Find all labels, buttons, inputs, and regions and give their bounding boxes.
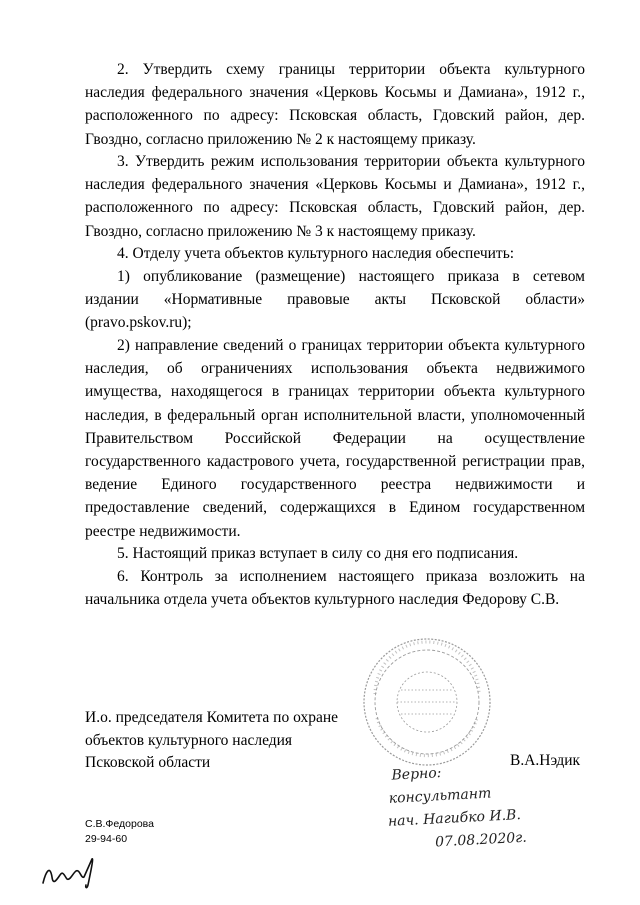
paragraph-subitem-2: 2) направление сведений о границах территории объекта культурного наследия, об ограничениях использования объекта недвижимого имущества, находящегося в границах территории объекта культурного наследия, в федеральный орган исполнительной власти, уполномоченный Правительством Российской Федерации на осуществление государственного кадастрового учета, государственной регистрации прав, ведение Единого государственного реестра недвижимости и предоставление сведений, содержащихся в Едином государственном реестре недвижимости. (85, 337, 585, 540)
executor-name: С.В.Федорова (85, 818, 154, 830)
round-seal-stamp-icon (357, 632, 497, 772)
paragraph-item-5: 5. Настоящий приказ вступает в силу со дня его подписания. (117, 545, 519, 562)
signatory-name: В.А.Нэдик (510, 752, 581, 769)
signatory-title-line: И.о. председателя Комитета по охране (85, 709, 339, 726)
paragraph-item-2: 2. Утвердить схему границы территории объекта культурного наследия федерального значения «Церковь Косьмы и Дамиана», 1912 г., расположенного по адресу: Псковская область, Гдовский район, дер. Гвоздно, согласно приложению № 2 к настоящему приказу. (85, 61, 585, 148)
handwritten-certification-note (385, 758, 527, 857)
executor-phone: 29-94-60 (85, 833, 128, 845)
handwritten-line: 07.08.2020г. (434, 829, 528, 851)
paragraph-item-3: 3. Утвердить режим использования территории объекта культурного наследия федерального значения «Церковь Косьмы и Дамиана», 1912 г., расположенного по адресу: Псковская область, Гдовский район, дер. Гвоздно, согласно приложению № 3 к настоящему приказу. (85, 153, 585, 240)
initials-signature-icon (40, 855, 100, 893)
handwritten-line: консультант (388, 785, 492, 807)
paragraph-item-4: 4. Отделу учета объектов культурного наследия обеспечить: (117, 245, 515, 262)
handwritten-line: нач. Нагибко И.В. (387, 806, 522, 830)
paragraph-subitem-1: 1) опубликование (размещение) настоящего приказа в сетевом издании «Нормативные правовые акты Псковской области» (pravo.pskov.ru); (85, 268, 585, 332)
signatory-title-line: объектов культурного наследия (85, 731, 293, 749)
signatory-title-line: Псковской области (85, 754, 211, 771)
paragraph-item-6: 6. Контроль за исполнением настоящего приказа возложить на начальника отдела учета объектов культурного наследия Федорову С.В. (85, 568, 585, 609)
signatory-title (85, 707, 338, 775)
executor-info (85, 817, 154, 847)
handwritten-line: Верно: (391, 765, 442, 784)
